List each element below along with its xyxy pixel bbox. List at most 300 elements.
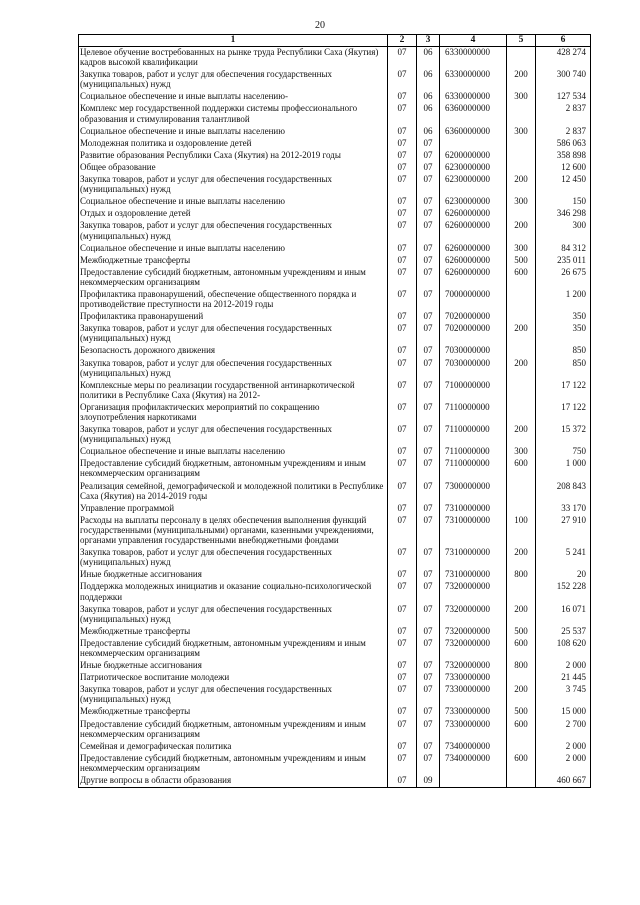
row-target-code: 7330000000	[440, 672, 507, 684]
row-section: 07	[388, 638, 417, 660]
row-subsection: 07	[417, 741, 440, 753]
row-amount: 750	[536, 446, 591, 458]
row-amount: 20	[536, 569, 591, 581]
row-subsection: 07	[417, 138, 440, 150]
row-section: 07	[388, 69, 417, 91]
row-expense-type	[507, 138, 536, 150]
row-amount: 152 228	[536, 581, 591, 603]
row-description: Организация профилактических мероприятий по сокращению злоупотребления наркотиками	[79, 402, 388, 424]
table-row	[79, 402, 591, 424]
row-expense-type	[507, 775, 536, 788]
table-row	[79, 162, 591, 174]
row-description: Целевое обучение востребованных на рынке труда Республики Саха (Якутия) кадров высокой квалификации	[79, 47, 388, 70]
table-row	[79, 380, 591, 402]
row-amount: 2 700	[536, 719, 591, 741]
row-description: Безопасность дорожного движения	[79, 345, 388, 357]
row-description: Семейная и демографическая политика	[79, 741, 388, 753]
column-header: 1	[79, 35, 388, 47]
row-expense-type: 300	[507, 196, 536, 208]
column-header: 3	[417, 35, 440, 47]
row-section: 07	[388, 208, 417, 220]
row-target-code: 7340000000	[440, 741, 507, 753]
row-section: 07	[388, 196, 417, 208]
row-target-code: 7110000000	[440, 424, 507, 446]
row-expense-type: 200	[507, 323, 536, 345]
table-row	[79, 174, 591, 196]
row-target-code: 6230000000	[440, 196, 507, 208]
table-row	[79, 581, 591, 603]
row-description: Комплексные меры по реализации государственной антинаркотической политики в Республике Саха (Якутия) на 2012-	[79, 380, 388, 402]
table-row	[79, 672, 591, 684]
row-section: 07	[388, 741, 417, 753]
row-target-code: 7320000000	[440, 638, 507, 660]
row-target-code: 6230000000	[440, 174, 507, 196]
column-header: 2	[388, 35, 417, 47]
row-description: Реализация семейной, демографической и молодежной политики в Республике Саха (Якутия) на 2014-2019 годы	[79, 481, 388, 503]
row-subsection: 07	[417, 626, 440, 638]
row-subsection: 06	[417, 47, 440, 70]
row-target-code: 7000000000	[440, 289, 507, 311]
row-section: 07	[388, 150, 417, 162]
row-amount: 17 122	[536, 380, 591, 402]
table-row	[79, 358, 591, 380]
row-amount: 16 071	[536, 604, 591, 626]
row-amount: 17 122	[536, 402, 591, 424]
row-subsection: 07	[417, 569, 440, 581]
row-description: Предоставление субсидий бюджетным, автономным учреждениям и иным некоммерческим организациям	[79, 267, 388, 289]
row-amount: 150	[536, 196, 591, 208]
row-target-code: 7310000000	[440, 569, 507, 581]
table-row	[79, 208, 591, 220]
table-row	[79, 775, 591, 788]
row-expense-type: 300	[507, 91, 536, 103]
row-target-code: 6330000000	[440, 47, 507, 70]
table-row	[79, 311, 591, 323]
row-subsection: 07	[417, 196, 440, 208]
row-subsection: 07	[417, 311, 440, 323]
table-row	[79, 243, 591, 255]
row-description: Предоставление субсидий бюджетным, автономным учреждениям и иным некоммерческим организациям	[79, 638, 388, 660]
row-section: 07	[388, 255, 417, 267]
row-subsection: 07	[417, 345, 440, 357]
row-amount: 12 450	[536, 174, 591, 196]
row-expense-type: 200	[507, 547, 536, 569]
row-section: 07	[388, 174, 417, 196]
row-description: Межбюджетные трансферты	[79, 706, 388, 718]
table-row	[79, 741, 591, 753]
row-target-code: 7320000000	[440, 660, 507, 672]
table-row	[79, 515, 591, 547]
row-target-code: 6260000000	[440, 267, 507, 289]
row-expense-type	[507, 162, 536, 174]
row-subsection: 07	[417, 719, 440, 741]
row-expense-type: 600	[507, 719, 536, 741]
row-amount: 15 000	[536, 706, 591, 718]
row-description: Другие вопросы в области образования	[79, 775, 388, 788]
row-expense-type: 300	[507, 126, 536, 138]
row-target-code: 6330000000	[440, 91, 507, 103]
row-description: Профилактика правонарушений	[79, 311, 388, 323]
row-target-code: 7330000000	[440, 684, 507, 706]
row-target-code: 7300000000	[440, 481, 507, 503]
table-row	[79, 446, 591, 458]
row-amount: 208 843	[536, 481, 591, 503]
row-expense-type: 500	[507, 706, 536, 718]
row-description: Социальное обеспечение и иные выплаты населению-	[79, 91, 388, 103]
row-description: Закупка товаров, работ и услуг для обеспечения государственных (муниципальных) нужд	[79, 358, 388, 380]
table-row	[79, 345, 591, 357]
row-target-code: 7020000000	[440, 311, 507, 323]
row-amount: 1 200	[536, 289, 591, 311]
row-target-code: 7340000000	[440, 753, 507, 775]
row-section: 07	[388, 323, 417, 345]
row-expense-type	[507, 503, 536, 515]
row-amount: 84 312	[536, 243, 591, 255]
row-expense-type: 300	[507, 243, 536, 255]
row-target-code: 7310000000	[440, 503, 507, 515]
table-row	[79, 289, 591, 311]
row-subsection: 07	[417, 547, 440, 569]
row-expense-type	[507, 47, 536, 70]
row-description: Иные бюджетные ассигнования	[79, 569, 388, 581]
row-subsection: 07	[417, 672, 440, 684]
row-expense-type	[507, 311, 536, 323]
row-expense-type: 200	[507, 220, 536, 242]
row-amount: 350	[536, 311, 591, 323]
row-amount: 33 170	[536, 503, 591, 515]
row-subsection: 07	[417, 358, 440, 380]
row-subsection: 07	[417, 380, 440, 402]
row-description: Закупка товаров, работ и услуг для обеспечения государственных (муниципальных) нужд	[79, 684, 388, 706]
row-target-code	[440, 138, 507, 150]
row-amount: 3 745	[536, 684, 591, 706]
row-description: Социальное обеспечение и иные выплаты населению	[79, 243, 388, 255]
row-section: 07	[388, 267, 417, 289]
row-description: Молодежная политика и оздоровление детей	[79, 138, 388, 150]
row-amount: 127 534	[536, 91, 591, 103]
row-amount: 350	[536, 323, 591, 345]
row-expense-type: 200	[507, 69, 536, 91]
row-description: Комплекс мер государственной поддержки системы профессионального образования и стимулирования талантливой	[79, 103, 388, 125]
row-section: 07	[388, 481, 417, 503]
row-expense-type	[507, 741, 536, 753]
row-section: 07	[388, 380, 417, 402]
row-expense-type: 600	[507, 267, 536, 289]
row-subsection: 06	[417, 126, 440, 138]
row-expense-type: 800	[507, 569, 536, 581]
row-description: Иные бюджетные ассигнования	[79, 660, 388, 672]
row-expense-type	[507, 672, 536, 684]
row-subsection: 07	[417, 150, 440, 162]
row-section: 07	[388, 604, 417, 626]
row-section: 07	[388, 358, 417, 380]
row-description: Управление программой	[79, 503, 388, 515]
row-subsection: 07	[417, 638, 440, 660]
row-target-code: 6360000000	[440, 103, 507, 125]
row-description: Патриотическое воспитание молодежи	[79, 672, 388, 684]
table-row	[79, 138, 591, 150]
row-description: Межбюджетные трансферты	[79, 255, 388, 267]
row-amount: 2 000	[536, 741, 591, 753]
row-expense-type: 600	[507, 458, 536, 480]
row-section: 07	[388, 753, 417, 775]
row-section: 07	[388, 345, 417, 357]
row-amount: 850	[536, 345, 591, 357]
row-section: 07	[388, 684, 417, 706]
row-expense-type: 500	[507, 255, 536, 267]
row-target-code: 7310000000	[440, 547, 507, 569]
row-section: 07	[388, 515, 417, 547]
row-expense-type	[507, 150, 536, 162]
row-subsection: 07	[417, 402, 440, 424]
table-row	[79, 69, 591, 91]
row-target-code: 7330000000	[440, 719, 507, 741]
row-section: 07	[388, 126, 417, 138]
row-target-code: 6200000000	[440, 150, 507, 162]
row-amount: 346 298	[536, 208, 591, 220]
row-amount: 26 675	[536, 267, 591, 289]
row-target-code: 6260000000	[440, 220, 507, 242]
table-row	[79, 604, 591, 626]
row-section: 07	[388, 402, 417, 424]
table-row	[79, 126, 591, 138]
row-target-code: 7320000000	[440, 581, 507, 603]
row-target-code: 7320000000	[440, 626, 507, 638]
row-subsection: 07	[417, 706, 440, 718]
row-description: Закупка товаров, работ и услуг для обеспечения государственных (муниципальных) нужд	[79, 604, 388, 626]
row-expense-type	[507, 208, 536, 220]
row-description: Межбюджетные трансферты	[79, 626, 388, 638]
row-expense-type: 600	[507, 753, 536, 775]
row-subsection: 06	[417, 69, 440, 91]
table-row	[79, 323, 591, 345]
table-row	[79, 196, 591, 208]
row-amount: 428 274	[536, 47, 591, 70]
row-description: Закупка товаров, работ и услуг для обеспечения государственных (муниципальных) нужд	[79, 323, 388, 345]
row-amount: 108 620	[536, 638, 591, 660]
row-amount: 5 241	[536, 547, 591, 569]
table-row	[79, 220, 591, 242]
row-section: 07	[388, 581, 417, 603]
row-target-code: 7110000000	[440, 446, 507, 458]
table-row	[79, 255, 591, 267]
row-section: 07	[388, 775, 417, 788]
row-target-code: 6230000000	[440, 162, 507, 174]
row-expense-type: 300	[507, 446, 536, 458]
row-amount: 300 740	[536, 69, 591, 91]
row-expense-type	[507, 481, 536, 503]
table-header-row	[79, 35, 591, 47]
row-section: 07	[388, 162, 417, 174]
row-target-code	[440, 775, 507, 788]
row-section: 07	[388, 503, 417, 515]
row-expense-type: 200	[507, 358, 536, 380]
row-section: 07	[388, 626, 417, 638]
row-description: Закупка товаров, работ и услуг для обеспечения государственных (муниципальных) нужд	[79, 547, 388, 569]
row-description: Развитие образования Республики Саха (Якутия) на 2012-2019 годы	[79, 150, 388, 162]
row-target-code: 7110000000	[440, 402, 507, 424]
row-target-code: 6330000000	[440, 69, 507, 91]
column-header: 4	[440, 35, 507, 47]
row-section: 07	[388, 138, 417, 150]
row-amount: 460 667	[536, 775, 591, 788]
row-description: Социальное обеспечение и иные выплаты населению	[79, 196, 388, 208]
row-target-code: 6260000000	[440, 255, 507, 267]
table-row	[79, 267, 591, 289]
row-target-code: 7030000000	[440, 358, 507, 380]
row-description: Закупка товаров, работ и услуг для обеспечения государственных (муниципальных) нужд	[79, 220, 388, 242]
row-amount: 850	[536, 358, 591, 380]
row-amount: 21 445	[536, 672, 591, 684]
row-expense-type	[507, 402, 536, 424]
row-subsection: 07	[417, 323, 440, 345]
row-section: 07	[388, 719, 417, 741]
row-section: 07	[388, 47, 417, 70]
row-amount: 300	[536, 220, 591, 242]
row-expense-type: 200	[507, 424, 536, 446]
table-row	[79, 91, 591, 103]
row-target-code: 7330000000	[440, 706, 507, 718]
row-target-code: 7320000000	[440, 604, 507, 626]
row-section: 07	[388, 424, 417, 446]
row-subsection: 07	[417, 162, 440, 174]
table-row	[79, 684, 591, 706]
row-subsection: 06	[417, 91, 440, 103]
row-amount: 1 000	[536, 458, 591, 480]
table-row	[79, 753, 591, 775]
row-expense-type: 200	[507, 174, 536, 196]
row-description: Социальное обеспечение и иные выплаты населению	[79, 126, 388, 138]
table-row	[79, 150, 591, 162]
column-header: 5	[507, 35, 536, 47]
row-section: 07	[388, 220, 417, 242]
row-target-code: 7020000000	[440, 323, 507, 345]
table-row	[79, 47, 591, 70]
row-description: Предоставление субсидий бюджетным, автономным учреждениям и иным некоммерческим организациям	[79, 753, 388, 775]
row-subsection: 07	[417, 446, 440, 458]
table-row	[79, 424, 591, 446]
row-expense-type: 500	[507, 626, 536, 638]
row-section: 07	[388, 243, 417, 255]
row-section: 07	[388, 660, 417, 672]
row-subsection: 07	[417, 458, 440, 480]
row-subsection: 07	[417, 604, 440, 626]
row-description: Общее образование	[79, 162, 388, 174]
row-amount: 586 063	[536, 138, 591, 150]
row-description: Предоставление субсидий бюджетным, автономным учреждениям и иным некоммерческим организациям	[79, 719, 388, 741]
row-subsection: 07	[417, 267, 440, 289]
table-row	[79, 458, 591, 480]
row-target-code: 7310000000	[440, 515, 507, 547]
row-description: Расходы на выплаты персоналу в целях обеспечения выполнения функций государственными (муниципальными) органами, казенными учреждениями, органами управления государственными внебюджетными фондами	[79, 515, 388, 547]
row-expense-type: 100	[507, 515, 536, 547]
row-subsection: 07	[417, 581, 440, 603]
table-row	[79, 638, 591, 660]
row-section: 07	[388, 289, 417, 311]
row-expense-type: 800	[507, 660, 536, 672]
row-description: Социальное обеспечение и иные выплаты населению	[79, 446, 388, 458]
table-body	[79, 47, 591, 788]
row-amount: 15 372	[536, 424, 591, 446]
row-amount: 235 011	[536, 255, 591, 267]
row-description: Закупка товаров, работ и услуг для обеспечения государственных (муниципальных) нужд	[79, 174, 388, 196]
row-expense-type: 200	[507, 684, 536, 706]
row-subsection: 07	[417, 503, 440, 515]
column-header: 6	[536, 35, 591, 47]
row-section: 07	[388, 569, 417, 581]
row-target-code: 7030000000	[440, 345, 507, 357]
row-target-code: 6360000000	[440, 126, 507, 138]
row-subsection: 07	[417, 289, 440, 311]
table-row	[79, 626, 591, 638]
row-amount: 358 898	[536, 150, 591, 162]
row-subsection: 07	[417, 684, 440, 706]
table-row	[79, 103, 591, 125]
row-subsection: 07	[417, 174, 440, 196]
row-expense-type	[507, 380, 536, 402]
row-subsection: 07	[417, 753, 440, 775]
row-amount: 27 910	[536, 515, 591, 547]
row-description: Поддержка молодежных инициатив и оказание социально-психологической поддержки	[79, 581, 388, 603]
table-row	[79, 547, 591, 569]
row-target-code: 6260000000	[440, 208, 507, 220]
budget-table	[78, 34, 591, 788]
row-target-code: 7100000000	[440, 380, 507, 402]
row-subsection: 07	[417, 255, 440, 267]
row-subsection: 07	[417, 515, 440, 547]
row-section: 07	[388, 91, 417, 103]
row-subsection: 07	[417, 208, 440, 220]
row-expense-type: 600	[507, 638, 536, 660]
table-row	[79, 503, 591, 515]
row-subsection: 07	[417, 424, 440, 446]
row-amount: 2 837	[536, 103, 591, 125]
row-section: 07	[388, 311, 417, 323]
table-row	[79, 660, 591, 672]
row-section: 07	[388, 103, 417, 125]
row-target-code: 7110000000	[440, 458, 507, 480]
table-row	[79, 569, 591, 581]
page-number: 20	[315, 20, 325, 31]
row-amount: 25 537	[536, 626, 591, 638]
row-expense-type: 200	[507, 604, 536, 626]
row-amount: 2 837	[536, 126, 591, 138]
table-row	[79, 481, 591, 503]
row-expense-type	[507, 345, 536, 357]
row-description: Отдых и оздоровление детей	[79, 208, 388, 220]
row-section: 07	[388, 706, 417, 718]
row-description: Предоставление субсидий бюджетным, автономным учреждениям и иным некоммерческим организациям	[79, 458, 388, 480]
row-description: Профилактика правонарушений, обеспечение общественного порядка и противодействие преступности на 2012-2019 годы	[79, 289, 388, 311]
table-row	[79, 719, 591, 741]
row-subsection: 07	[417, 660, 440, 672]
row-subsection: 07	[417, 220, 440, 242]
table-row	[79, 706, 591, 718]
row-amount: 2 000	[536, 660, 591, 672]
row-section: 07	[388, 547, 417, 569]
row-section: 07	[388, 446, 417, 458]
row-expense-type	[507, 289, 536, 311]
row-amount: 2 000	[536, 753, 591, 775]
row-subsection: 07	[417, 243, 440, 255]
row-subsection: 07	[417, 481, 440, 503]
row-subsection: 06	[417, 103, 440, 125]
row-target-code: 6260000000	[440, 243, 507, 255]
row-description: Закупка товаров, работ и услуг для обеспечения государственных (муниципальных) нужд	[79, 424, 388, 446]
row-description: Закупка товаров, работ и услуг для обеспечения государственных (муниципальных) нужд	[79, 69, 388, 91]
row-section: 07	[388, 458, 417, 480]
row-section: 07	[388, 672, 417, 684]
